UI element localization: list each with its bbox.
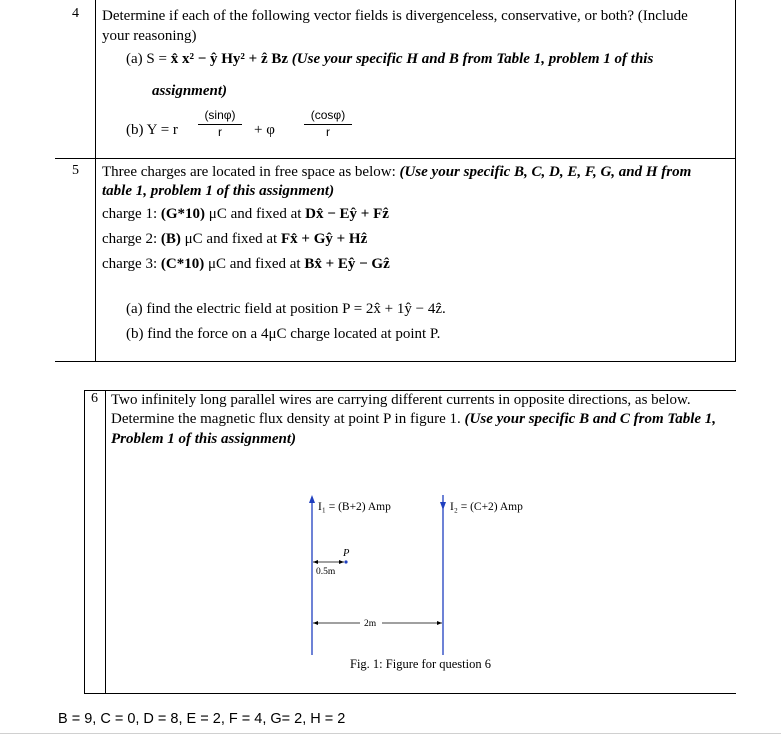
i1-label: I₁ = (B+2) Amp [318, 501, 391, 513]
wire-1-arrow-up-icon [309, 495, 315, 503]
q5-intro [102, 163, 691, 181]
charge-label: charge 2: [102, 231, 161, 247]
charge-rest: μC and fixed at [205, 206, 306, 222]
charge-label: charge 3: [102, 256, 161, 272]
q5-number: 5 [72, 163, 79, 178]
p-label: P [343, 548, 350, 559]
q4-intro-line1: Determine if each of the following vector fields is divergenceless, conservative, or both? (Include [102, 8, 688, 24]
dim-large-arrow-left-icon [313, 621, 318, 625]
q5-charge-3 [102, 255, 390, 273]
wire-2-arrow-down-icon [440, 502, 446, 510]
q6-line2-text: Determine the magnetic flux density at point P in figure 1. [111, 411, 461, 427]
charge-label: charge 1: [102, 206, 161, 222]
q4-intro-line2: your reasoning) [102, 28, 197, 44]
q4-a-prefix: (a) S = [126, 51, 171, 67]
charge-rest: μC and fixed at [180, 231, 281, 247]
charge-q: (G*10) [160, 206, 206, 222]
q5-charge-1 [102, 205, 389, 223]
dist-large-label: 2m [364, 619, 377, 629]
q4-b-fraction1 [198, 108, 242, 139]
q4-a-expr: x̂ x² − ŷ Hy² + ẑ Bz [170, 51, 289, 67]
q6-line2-note: (Use your specific B and C from Table 1, [464, 411, 717, 427]
q4-a-note: (Use your specific H and B from Table 1, problem 1 of this [291, 51, 654, 67]
q6-figure [290, 485, 550, 690]
q6-line1: Two infinitely long parallel wires are carrying different currents in opposite directions, as below. [111, 392, 691, 408]
charge-q: (B) [160, 231, 181, 247]
i2-label: I₂ = (C+2) Amp [450, 501, 523, 513]
q4-b-mid: + φ [254, 122, 275, 138]
q5-part-b: (b) find the force on a 4μC charge located at point P. [126, 326, 441, 342]
q6-line2 [111, 410, 716, 428]
q5-charge-2 [102, 230, 367, 248]
q4-b-prefix: (b) Y = r [126, 122, 178, 138]
q4-b-den2: r [326, 125, 330, 139]
q4-b-den1: r [218, 125, 222, 139]
figure-caption: Fig. 1: Figure for question 6 [350, 657, 491, 671]
dim-small-arrow-right-icon [339, 560, 344, 564]
charge-pos: Bx̂ + Eŷ − Gẑ [304, 256, 390, 272]
dim-large-arrow-right-icon [437, 621, 442, 625]
q6-number: 6 [91, 391, 98, 406]
dist-small-label: 0.5m [316, 567, 336, 577]
q4-number: 4 [72, 6, 79, 21]
q4-a-note2: assignment) [152, 83, 228, 99]
q5-intro-note2: table 1, problem 1 of this assignment) [102, 183, 335, 199]
q4-part-a [126, 50, 653, 68]
footer-values: B = 9, C = 0, D = 8, E = 2, F = 4, G= 2, H = 2 [58, 711, 346, 727]
charge-rest: μC and fixed at [204, 256, 305, 272]
q5-part-a: (a) find the electric field at position P = 2x̂ + 1ŷ − 4ẑ. [126, 301, 446, 317]
q4-b-fraction2 [304, 108, 352, 139]
q5-intro-text: Three charges are located in free space as below: [102, 164, 396, 180]
q6-line3-note: Problem 1 of this assignment) [111, 431, 297, 447]
q4-part-b [126, 121, 178, 139]
point-p [344, 560, 347, 563]
charge-pos: Dx̂ − Eŷ + Fẑ [305, 206, 389, 222]
charge-pos: Fx̂ + Gŷ + Hẑ [280, 231, 368, 247]
q5-intro-note: (Use your specific B, C, D, E, F, G, and H from [399, 164, 692, 180]
q4-b-num2: (cosφ) [304, 108, 352, 125]
charge-q: (C*10) [160, 256, 205, 272]
dim-small-arrow-left-icon [313, 560, 318, 564]
q4-b-num1: (sinφ) [198, 108, 242, 125]
